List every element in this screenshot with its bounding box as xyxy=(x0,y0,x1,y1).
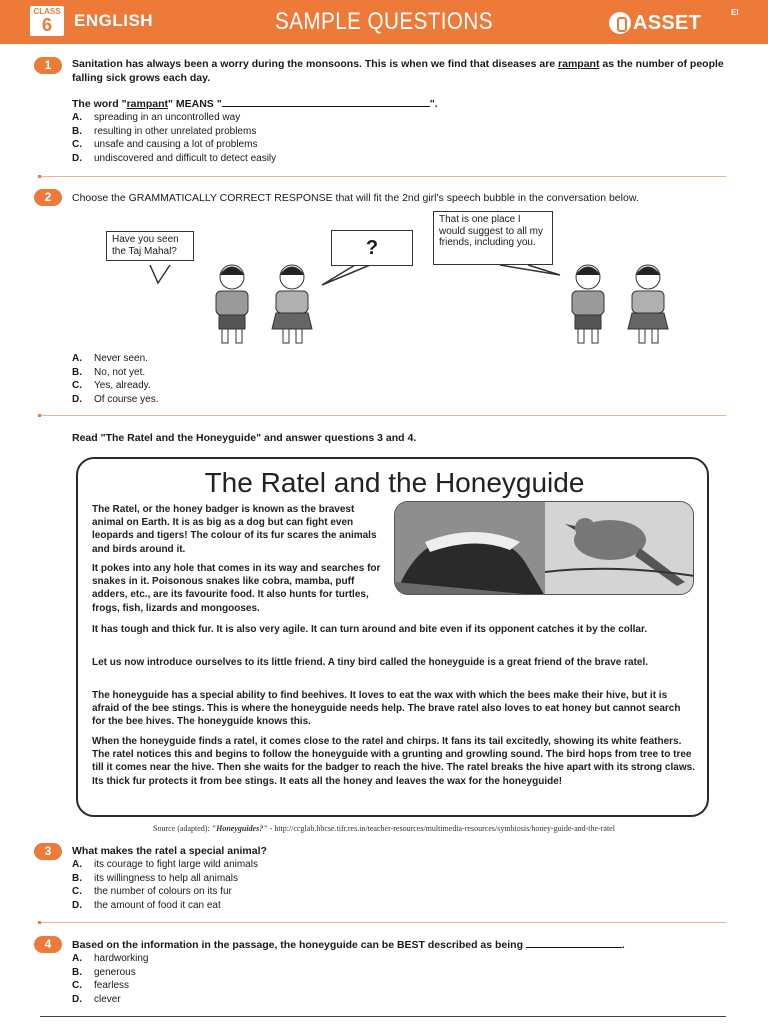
answer-blank xyxy=(222,106,430,107)
question-number-4: 4 xyxy=(34,936,62,953)
bottom-rule xyxy=(40,1016,726,1017)
option-b[interactable]: B. resulting in other unrelated problems xyxy=(72,125,257,137)
option-a[interactable]: A. spreading in an uncontrolled way xyxy=(72,112,241,123)
option-d[interactable]: D. the amount of food it can eat xyxy=(72,899,221,911)
question-1-options xyxy=(72,111,276,165)
option-c[interactable]: C. the number of colours on its fur xyxy=(72,886,232,897)
class-number: 6 xyxy=(41,15,52,35)
story-paragraph-3: It has tough and thick fur. It is also very agile. It can turn around and bite even if its opponent catches it by the collar. xyxy=(92,624,648,635)
question-3-text: What makes the ratel a special animal? xyxy=(72,845,267,857)
option-c[interactable]: C. unsafe and causing a lot of problems xyxy=(72,139,258,150)
answer-blank xyxy=(526,947,622,948)
header-bar xyxy=(0,0,768,44)
girl-right-1 xyxy=(572,265,604,343)
logo-superscript: EI xyxy=(731,8,739,17)
class-label: CLASS xyxy=(33,7,61,16)
question-4-text: Based on the information in the passage, the honeyguide can be BEST described as being . xyxy=(72,939,625,951)
question-1-text: Sanitation has always been a worry during the monsoons. This is when we find that diseases are rampant as the number of people falling sick grows each day. xyxy=(72,58,724,84)
page-title: SAMPLE QUESTIONS xyxy=(275,8,493,35)
conversation-illustration xyxy=(0,205,768,350)
question-number-3: 3 xyxy=(34,843,62,860)
option-d[interactable]: D. undiscovered and difficult to detect easily xyxy=(72,152,277,164)
speech-bubble-1: Have you seen the Taj Mahal? xyxy=(106,231,194,261)
option-d[interactable]: D. clever xyxy=(72,993,121,1005)
question-2-text: Choose the GRAMMATICALLY CORRECT RESPONSE that will fit the 2nd girl's speech bubble in the conversation below. xyxy=(72,192,639,204)
story-paragraph-6: When the honeyguide finds a ratel, it comes close to the ratel and chirps. It fans its tail excitedly, showing its white feathers. The ratel notices this and begins to follow the honeyguide with a grunting and growling sound. The bird hops from tree to tree till it comes near the hive. Then she waits for the badger to reach the hive. The ratel breaks the hive apart with its strong claws. Its thick fur protects it from bee stings. It eats all the honey and leaves the wax for the honeyguide! xyxy=(92,736,695,787)
option-d[interactable]: D. Of course yes. xyxy=(72,393,159,405)
story-box xyxy=(76,457,709,817)
question-2-options xyxy=(72,352,158,406)
question-1-prompt: The word "rampant" MEANS " ". xyxy=(72,98,438,110)
reading-instruction: Read "The Ratel and the Honeyguide" and answer questions 3 and 4. xyxy=(72,432,417,444)
question-3-options xyxy=(72,858,258,912)
story-paragraph-4: Let us now introduce ourselves to its little friend. A tiny bird called the honeyguide is a great friend of the brave ratel. xyxy=(92,657,649,668)
question-4-options xyxy=(72,952,148,1006)
story-title: The Ratel and the Honeyguide xyxy=(204,467,585,498)
option-a[interactable]: A. its courage to fight large wild animals xyxy=(72,859,258,870)
speech-bubble-2: ? xyxy=(331,230,413,266)
girl-left-2 xyxy=(272,265,312,343)
photo-illustration xyxy=(395,502,694,595)
logo-text: ASSET xyxy=(633,12,702,34)
logo-icon xyxy=(609,12,631,34)
ratel-honeyguide-photo xyxy=(394,501,694,595)
divider xyxy=(40,176,726,177)
story-paragraph-5: The honeyguide has a special ability to find beehives. It loves to eat the wax with which the bees make their hive, but it is afraid of the bee stings. This is where the honeyguide needs help. The brave ratel also loves to eat honey but cannot search for the bee hives. The honeyguide knows this. xyxy=(92,690,681,728)
speech-bubble-3: That is one place I would suggest to all my friends, including you. xyxy=(433,211,553,265)
divider xyxy=(40,922,726,923)
option-c[interactable]: C. Yes, already. xyxy=(72,380,151,391)
question-number-2: 2 xyxy=(34,189,62,206)
option-a[interactable]: A. Never seen. xyxy=(72,353,148,364)
option-c[interactable]: C. fearless xyxy=(72,980,130,991)
option-b[interactable]: B. No, not yet. xyxy=(72,366,146,378)
story-paragraph-2: It pokes into any hole that comes in its way and searches for snakes in it. Poisonous snakes like cobra, mamba, puff adders, etc., are its favourite food. It also hunts for turtles, frogs, fish, lizards and mongooses. xyxy=(92,563,381,614)
divider xyxy=(40,415,726,416)
subject-label: ENGLISH xyxy=(74,11,154,30)
source-citation: Source (adapted): "Honeyguides?" - http://ccglab.hbcse.tifr.res.in/teacher-resources/multimedia-resources/symbiosis/honey-guide-and-the-ratel xyxy=(153,824,615,833)
option-b[interactable]: B. its willingness to help all animals xyxy=(72,872,238,884)
option-a[interactable]: A. hardworking xyxy=(72,953,149,964)
girl-left-1 xyxy=(216,265,248,343)
question-number-1: 1 xyxy=(34,57,62,74)
story-paragraph-1: The Ratel, or the honey badger is known as the bravest animal on Earth. It is as big as a dog but can fight even leopards and tigers! The colour of its fur scares the animals and birds around it. xyxy=(92,504,377,555)
option-b[interactable]: B. generous xyxy=(72,966,136,978)
girl-right-2 xyxy=(628,265,668,343)
